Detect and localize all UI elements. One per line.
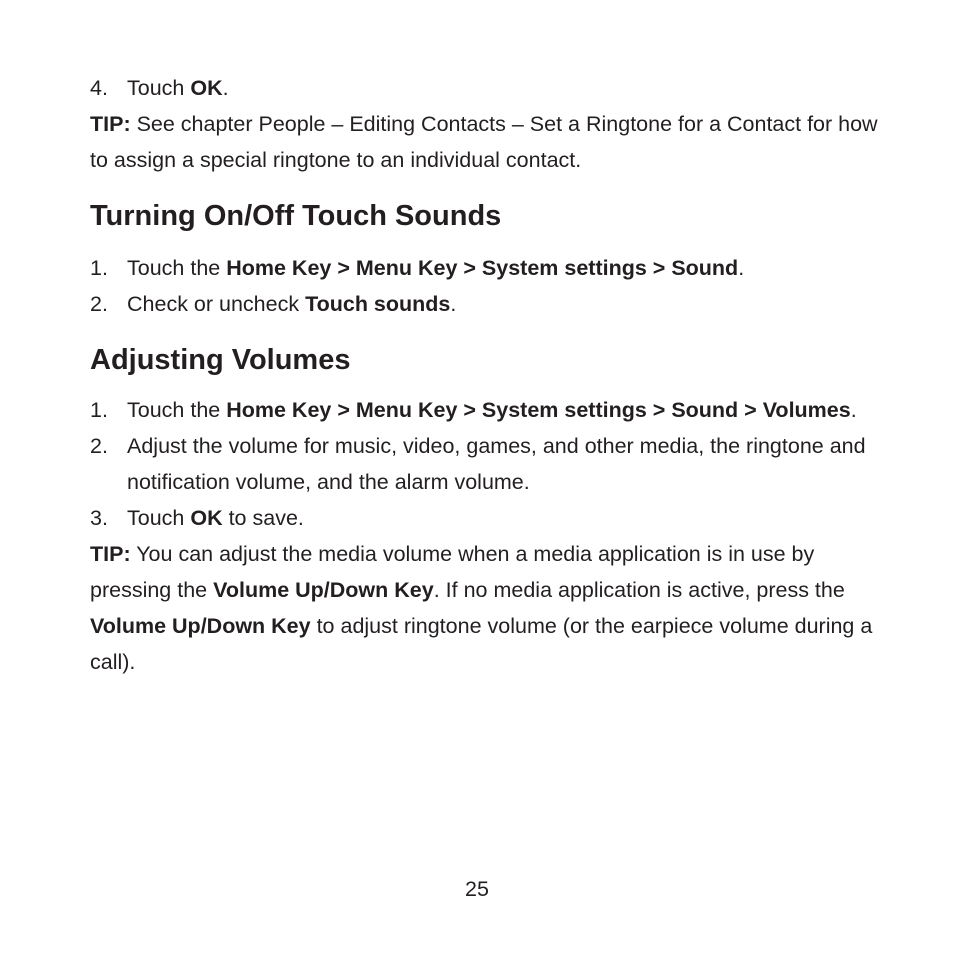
- volume-key-label: Volume Up/Down Key: [90, 614, 311, 638]
- ok-label: OK: [190, 506, 223, 530]
- page-number: 25: [465, 877, 489, 901]
- heading-touch-sounds: Turning On/Off Touch Sounds: [90, 200, 502, 232]
- volume-key-label: Volume Up/Down Key: [213, 578, 434, 602]
- step-number: 1.: [90, 398, 108, 422]
- step-2: 2. Check or uncheck Touch sounds.: [90, 286, 880, 322]
- touch-sounds-label: Touch sounds: [305, 292, 451, 316]
- heading-adjusting-volumes: Adjusting Volumes: [90, 344, 351, 376]
- step-4: 4. Touch OK.: [90, 70, 880, 106]
- manual-page: [90, 70, 880, 680]
- step-1: 1. Touch the Home Key > Menu Key > System settings > Sound > Volumes.: [90, 392, 880, 428]
- ok-label: OK: [190, 76, 223, 100]
- tip-paragraph: TIP: See chapter People – Editing Contacts – Set a Ringtone for a Contact for how to assign a special ringtone to an individual contact.: [90, 112, 878, 172]
- tip-label: TIP:: [90, 112, 131, 136]
- step-number: 2.: [90, 434, 108, 458]
- step-1: 1. Touch the Home Key > Menu Key > System settings > Sound.: [90, 250, 880, 286]
- menu-path: Home Key > Menu Key > System settings > Sound: [226, 256, 739, 280]
- tip-label: TIP:: [90, 542, 131, 566]
- step-number: 4.: [90, 76, 108, 100]
- step-2: 2. Adjust the volume for music, video, games, and other media, the ringtone and notification volume, and the alarm volume.: [90, 428, 880, 500]
- step-number: 2.: [90, 292, 108, 316]
- menu-path: Home Key > Menu Key > System settings > Sound > Volumes: [226, 398, 851, 422]
- step-3: 3. Touch OK to save.: [90, 500, 880, 536]
- step-number: 3.: [90, 506, 108, 530]
- tip-paragraph: TIP: You can adjust the media volume when a media application is in use by pressing the Volume Up/Down Key. If no media application is active, press the Volume Up/Down Key to adjust ringtone volume (or the earpiece volume during a call).: [90, 542, 873, 674]
- step-number: 1.: [90, 256, 108, 280]
